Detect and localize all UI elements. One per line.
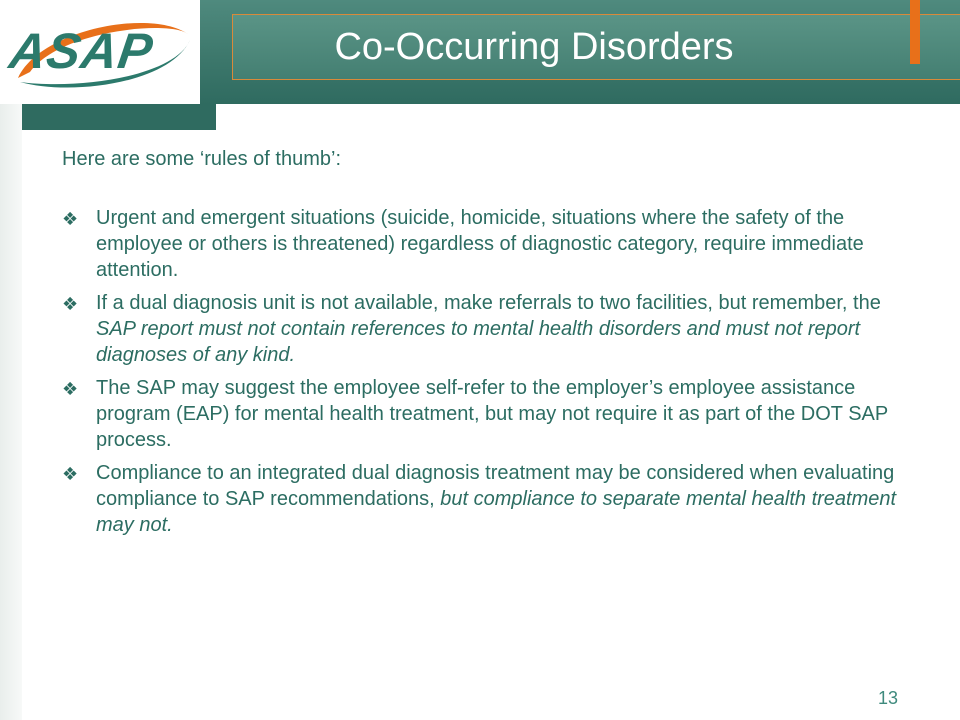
logo-tab [22, 104, 216, 130]
logo-area [0, 0, 200, 104]
list-item [62, 290, 912, 368]
list-item-italic-text: SAP report must not contain references to mental health disorders and must not report diagnoses of any kind. [96, 318, 861, 366]
list-item [62, 375, 912, 453]
list-item [62, 460, 912, 538]
diamond-bullet-icon: ❖ [62, 209, 79, 229]
list-item-text: If a dual diagnosis unit is not available, make referrals to two facilities, but remember, the SAP report must not contain references to mental health disorders and must not report diagnoses of any kind. [96, 292, 881, 366]
accent-bar [910, 0, 920, 64]
page-number: 13 [878, 688, 899, 708]
diamond-bullet-icon: ❖ [62, 294, 79, 314]
diamond-bullet-icon: ❖ [62, 379, 79, 399]
left-decorative-strip [0, 0, 22, 720]
list-item-text: Compliance to an integrated dual diagnosis treatment may be considered when evaluating compliance to SAP recommendations, but compliance to separate mental health treatment may not. [96, 462, 897, 536]
slide-title: Co-Occurring Disorders [334, 25, 734, 68]
list-item-italic-text: but compliance to separate mental health treatment may not. [96, 488, 897, 536]
slide-body [62, 146, 912, 545]
list-item-text: Urgent and emergent situations (suicide, homicide, situations where the safety of the employee or others is threatened) regardless of diagnostic category, require immediate attention. [96, 207, 864, 281]
list-item-text: The SAP may suggest the employee self-refer to the employer’s employee assistance program (EAP) for mental health treatment, but may not require it as part of the DOT SAP process. [96, 377, 888, 451]
intro-text: Here are some ‘rules of thumb’: [62, 148, 342, 170]
diamond-bullet-icon: ❖ [62, 464, 79, 484]
logo-text: ASAP [6, 23, 157, 79]
list-item [62, 205, 912, 283]
